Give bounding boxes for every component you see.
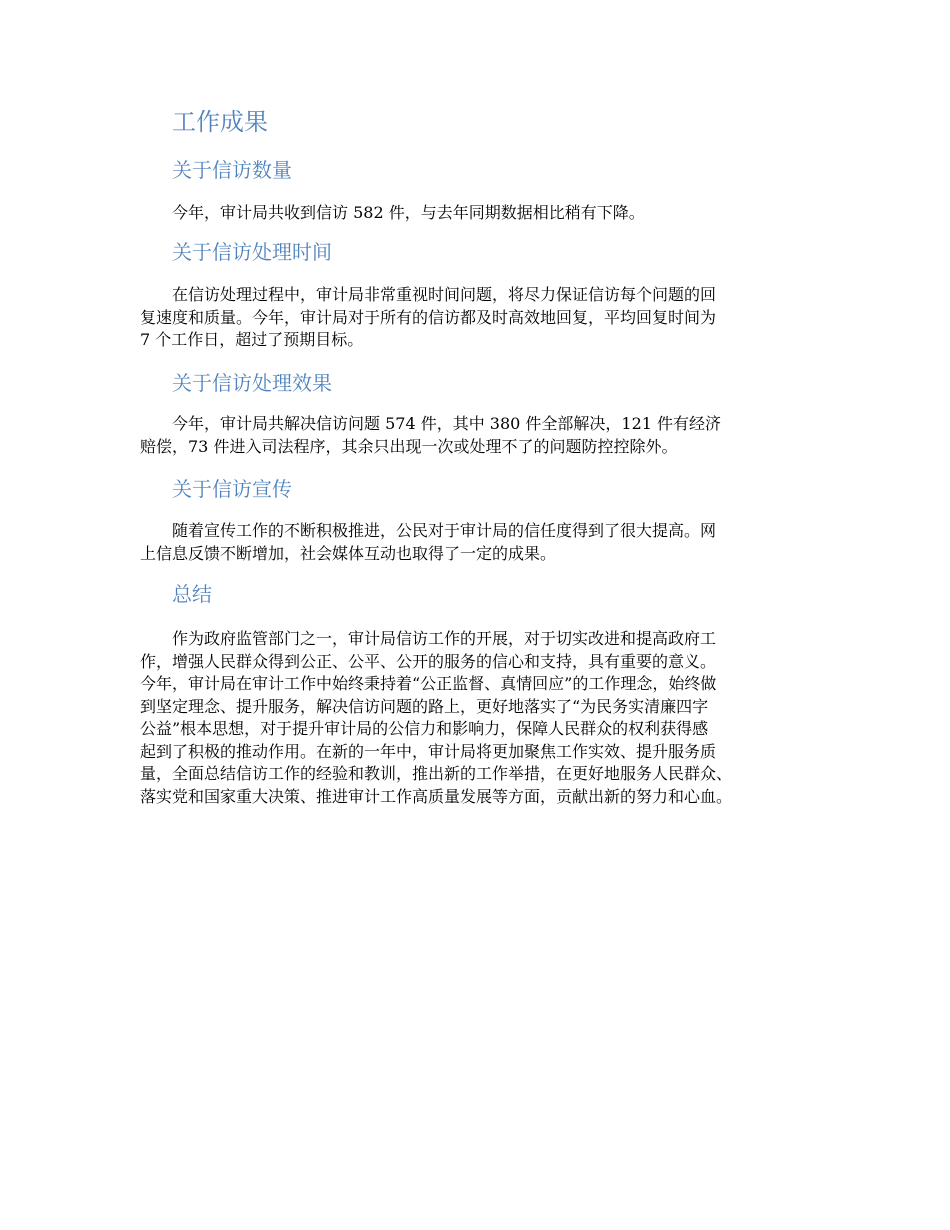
paragraph-line: 公益”根本思想，对于提升审计局的公信力和影响力，保障人民群众的权利获得感	[140, 719, 709, 738]
section-paragraph-processing-time	[140, 284, 840, 352]
paragraph-line: 作为政府监管部门之一，审计局信访工作的开展，对于切实改进和提高政府工	[172, 629, 717, 648]
paragraph-line: 到坚定理念、提升服务，解决信访问题的路上，更好地落实了“为民务实清廉四字	[140, 696, 709, 716]
section-heading-processing-effect: 关于信访处理效果	[172, 371, 332, 395]
summary-paragraph	[140, 628, 840, 808]
paragraph-line: 今年，审计局共解决信访问题 574 件，其中 380 件全部解决，121 件有经济	[172, 414, 722, 433]
section-heading-processing-time: 关于信访处理时间	[172, 240, 332, 264]
section-paragraph-processing-effect	[140, 413, 840, 458]
paragraph-line: 赔偿，73 件进入司法程序，其余只出现一次或处理不了的问题防控控除外。	[140, 436, 678, 456]
section-heading-visit-count: 关于信访数量	[172, 158, 292, 182]
paragraph-line: 作，增强人民群众得到公正、公平、公开的服务的信心和支持，具有重要的意义。	[140, 651, 717, 671]
paragraph-line: 7 个工作日，超过了预期目标。	[140, 330, 364, 349]
paragraph-line: 落实党和国家重大决策、推进审计工作高质量发展等方面，贡献出新的努力和心血。	[140, 786, 733, 806]
paragraph-line: 今年，审计局共收到信访 582 件，与去年同期数据相比稍有下降。	[172, 203, 645, 222]
paragraph-line: 上信息反馈不断增加，社会媒体互动也取得了一定的成果。	[140, 543, 557, 563]
section-heading-publicity: 关于信访宣传	[172, 477, 292, 501]
paragraph-line: 复速度和质量。今年，审计局对于所有的信访都及时高效地回复，平均回复时间为	[140, 307, 717, 327]
section-paragraph-visit-count	[140, 202, 840, 225]
summary-heading: 总结	[172, 582, 212, 606]
page-title: 工作成果	[172, 108, 268, 136]
section-paragraph-publicity	[140, 520, 840, 565]
paragraph-line: 在信访处理过程中，审计局非常重视时间问题，将尽力保证信访每个问题的回	[172, 285, 717, 304]
paragraph-line: 随着宣传工作的不断积极推进，公民对于审计局的信任度得到了很大提高。网	[172, 521, 717, 540]
paragraph-line: 今年，审计局在审计工作中始终秉持着“公正监督、真情回应”的工作理念，始终做	[140, 674, 717, 693]
paragraph-line: 起到了积极的推动作用。在新的一年中，审计局将更加聚焦工作实效、提升服务质	[140, 741, 717, 761]
paragraph-line: 量，全面总结信访工作的经验和教训，推出新的工作举措，在更好地服务人民群众、	[140, 764, 733, 783]
